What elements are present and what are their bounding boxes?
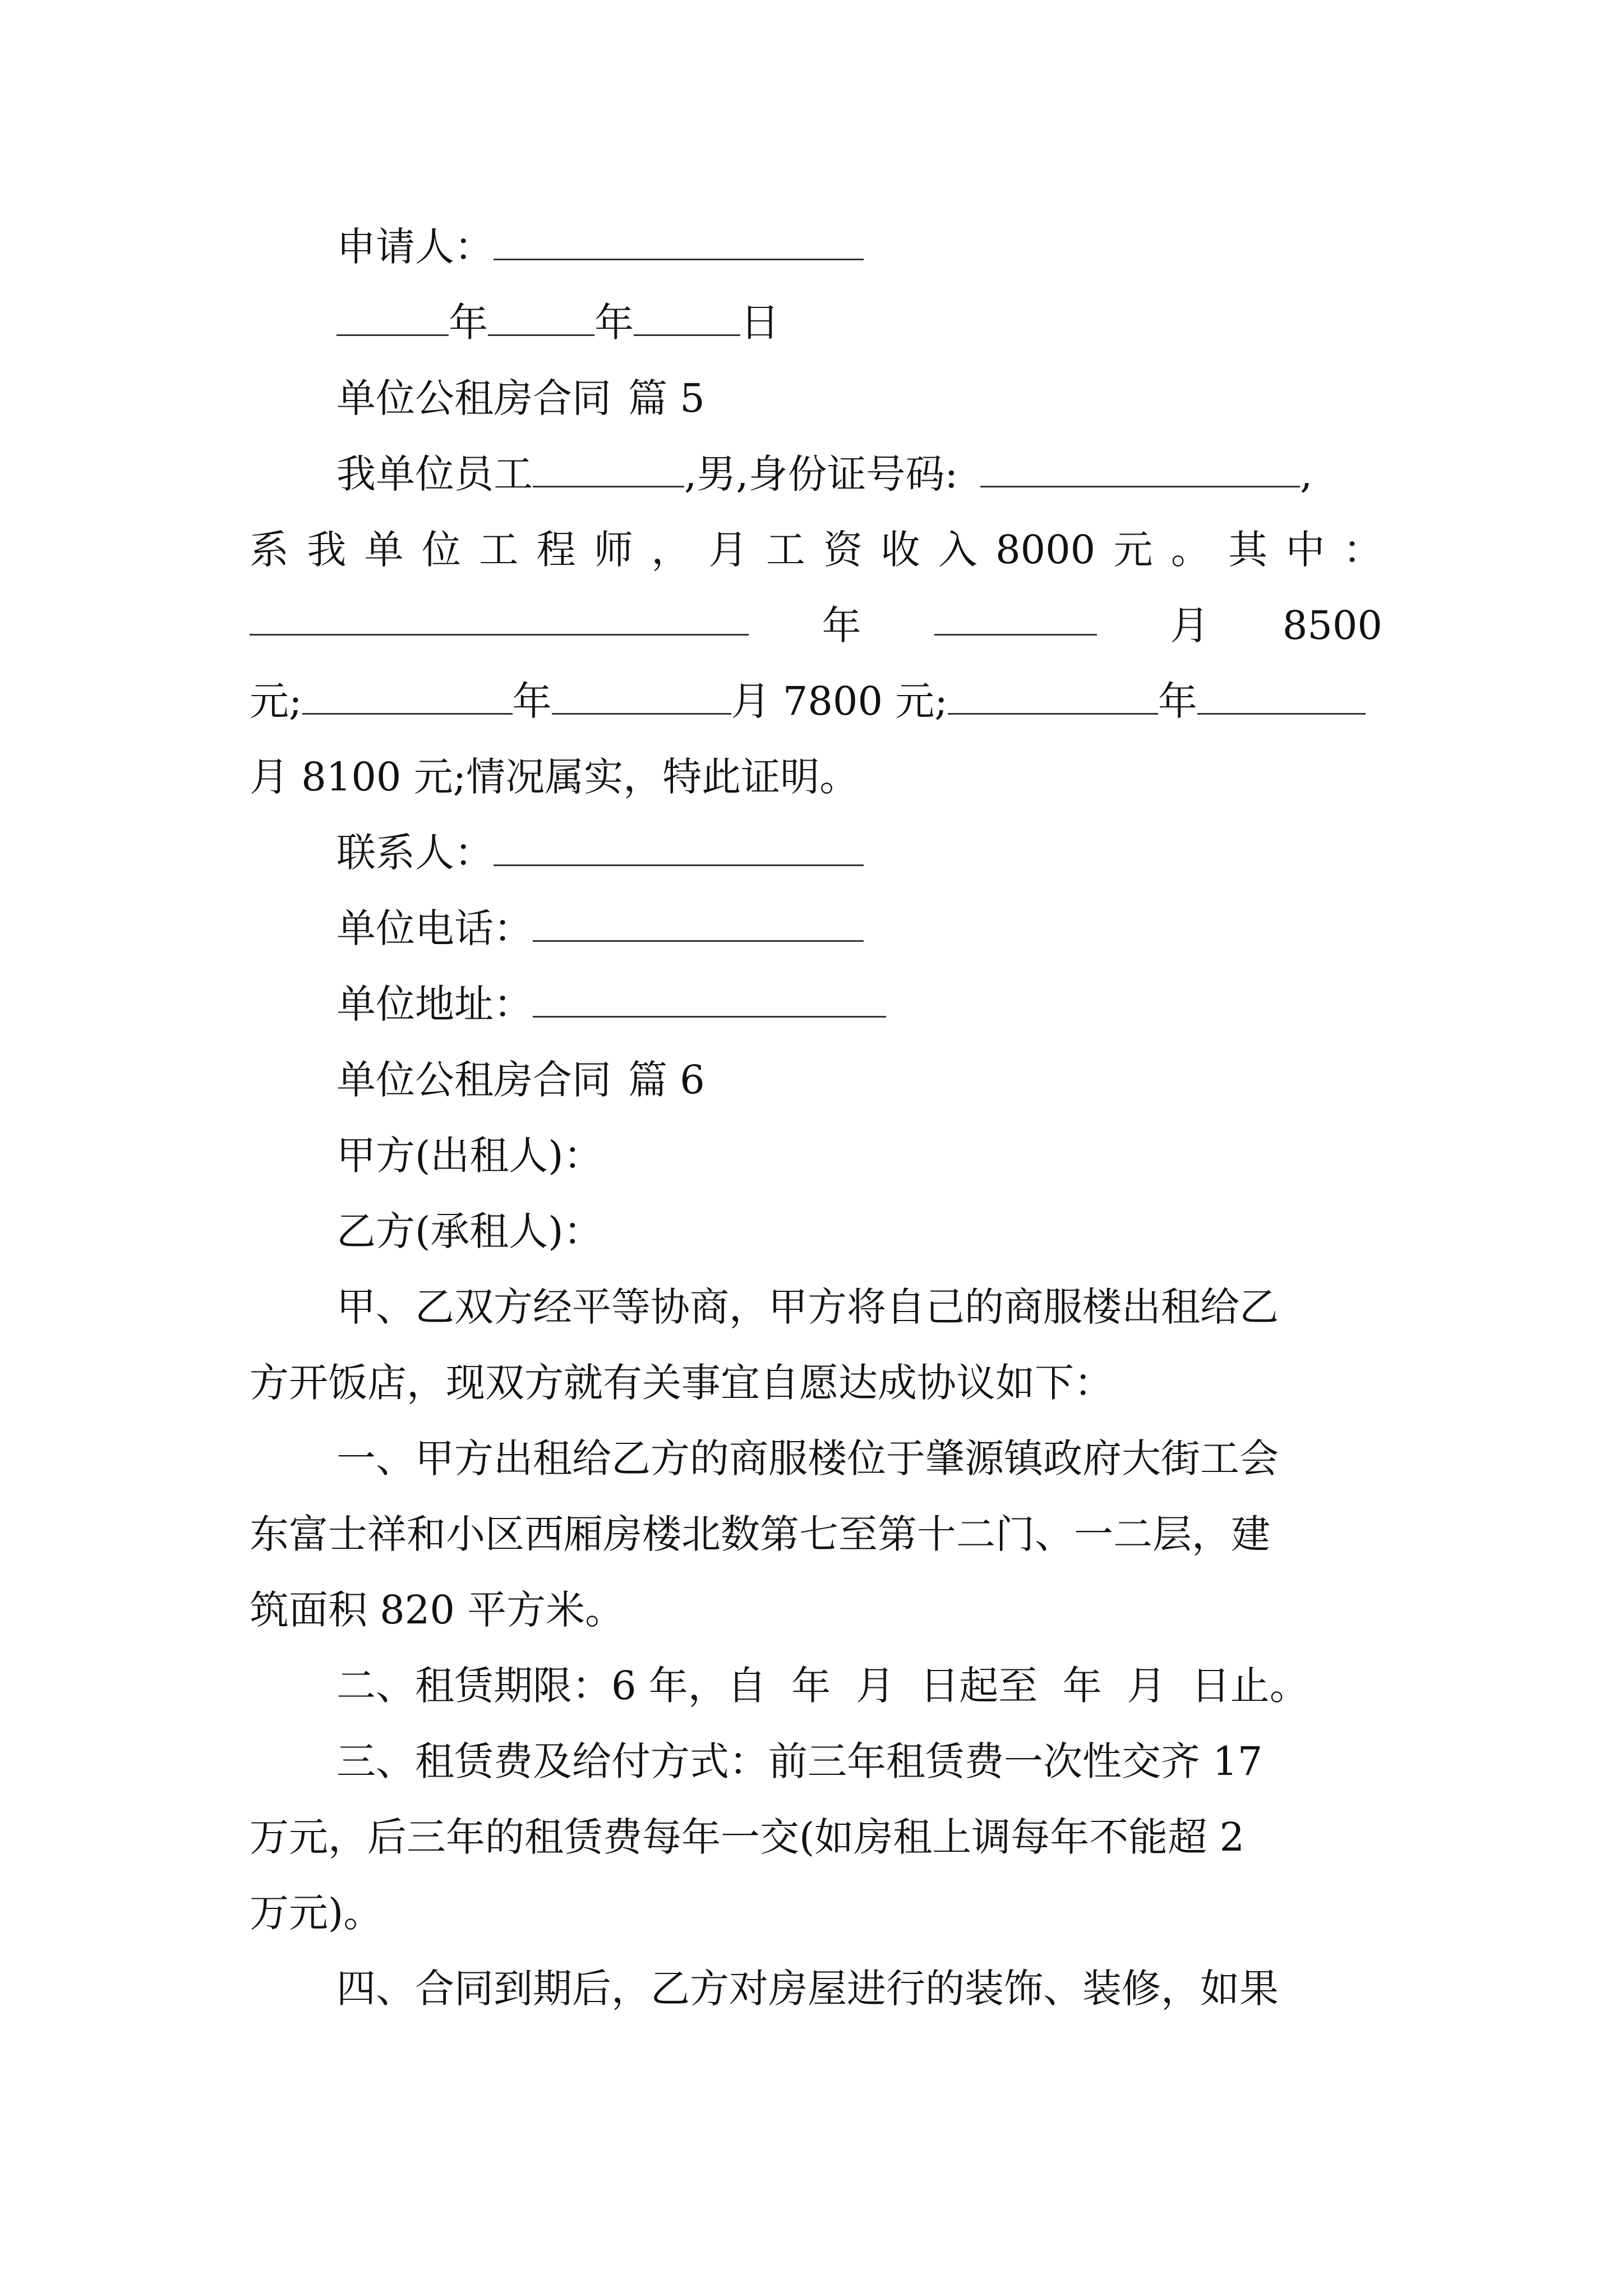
year-label: 年 bbox=[822, 602, 861, 648]
para4-line1: 三、租赁费及给付方式：前三年租赁费一次性交齐 17 bbox=[336, 1738, 1263, 1784]
amount-8500: 8500 bbox=[1282, 602, 1382, 648]
para5-line1: 四、合同到期后，乙方对房屋进行的装饰、装修，如果 bbox=[336, 1966, 1279, 2012]
contact-label: 联系人： bbox=[336, 830, 494, 876]
contact-blank bbox=[494, 831, 864, 866]
char: ， bbox=[651, 527, 691, 573]
para2-line2: 东富士祥和小区西厢房楼北数第七至第十二门、一二层，建 bbox=[250, 1511, 1270, 1557]
char: 其 bbox=[1228, 527, 1268, 573]
cert-line-3 bbox=[250, 600, 1382, 651]
section6-title: 单位公租房合同 bbox=[336, 1057, 611, 1103]
char: 收 bbox=[880, 527, 920, 573]
applicant-label: 申请人： bbox=[336, 224, 494, 270]
char: 单 bbox=[364, 527, 404, 573]
section5-heading bbox=[336, 373, 1382, 424]
para2-line3: 筑面积 820 平方米。 bbox=[250, 1587, 625, 1633]
salary-amount: 8000 bbox=[995, 527, 1096, 573]
year-blank-2 bbox=[488, 301, 594, 336]
party-b: 乙方(承租人)： bbox=[336, 1208, 603, 1254]
phone-line bbox=[336, 903, 1382, 954]
year-label: 年 bbox=[1158, 678, 1197, 724]
year-label-1: 年 bbox=[449, 300, 488, 346]
phone-blank bbox=[533, 907, 864, 942]
month-blank-1 bbox=[934, 600, 1097, 636]
char: ： bbox=[1343, 527, 1382, 573]
cert-line-5 bbox=[250, 752, 1382, 802]
char: 工 bbox=[479, 527, 519, 573]
period-blank-3 bbox=[948, 679, 1158, 715]
char: 入 bbox=[938, 527, 978, 573]
id-number-blank bbox=[980, 452, 1300, 487]
date-line bbox=[336, 297, 1382, 348]
char: 月 bbox=[708, 527, 748, 573]
phone-label: 单位电话： bbox=[336, 905, 533, 951]
para3-line1: 二、租赁期限：6 年，自 年 月 日起至 年 月 日止。 bbox=[336, 1663, 1309, 1709]
year-label: 年 bbox=[512, 678, 552, 724]
cert-line-2 bbox=[250, 524, 1382, 575]
period-blank-1 bbox=[250, 600, 749, 636]
year-label-2: 年 bbox=[594, 300, 634, 346]
section5-number: 篇 5 bbox=[628, 375, 705, 421]
day-blank bbox=[634, 301, 740, 336]
cert-line-1 bbox=[336, 449, 1382, 499]
address-line bbox=[336, 979, 1382, 1029]
employee-name-blank bbox=[533, 452, 684, 487]
char: 位 bbox=[421, 527, 461, 573]
para2-line1: 一、甲方出租给乙方的商服楼位于肇源镇政府大街工会 bbox=[336, 1435, 1279, 1481]
section5-title: 单位公租房合同 bbox=[336, 375, 611, 421]
month-label: 月 bbox=[1170, 602, 1210, 648]
applicant-blank bbox=[494, 225, 864, 260]
month-blank-2 bbox=[552, 679, 731, 715]
year-blank-1 bbox=[336, 301, 449, 336]
contact-line bbox=[336, 827, 1382, 878]
cert-text-4a: 元; bbox=[250, 678, 302, 724]
cert-text-4b: 月 7800 元; bbox=[731, 678, 948, 724]
period-blank-2 bbox=[302, 679, 513, 715]
section6-heading bbox=[336, 1055, 1382, 1105]
char: 系 bbox=[250, 527, 289, 573]
day-label: 日 bbox=[740, 300, 780, 346]
cert-text-1b: ,男,身份证号码: bbox=[684, 451, 958, 497]
char: 资 bbox=[823, 527, 863, 573]
applicant-line bbox=[336, 222, 1382, 272]
party-a: 甲方(出租人)： bbox=[336, 1133, 603, 1179]
para4-line2: 万元，后三年的租赁费每年一交(如房租上调每年不能超 2 bbox=[250, 1814, 1245, 1860]
address-label: 单位地址： bbox=[336, 981, 533, 1027]
cert-text-1c: , bbox=[1300, 451, 1313, 497]
char: 师 bbox=[593, 527, 633, 573]
char: 中 bbox=[1285, 527, 1325, 573]
cert-text-5: 月 8100 元;情况属实，特此证明。 bbox=[250, 754, 859, 800]
char: 工 bbox=[766, 527, 805, 573]
char: 程 bbox=[536, 527, 576, 573]
char: 。 bbox=[1170, 527, 1210, 573]
para1-line2: 方开饭店，现双方就有关事宜自愿达成协议如下： bbox=[250, 1360, 1113, 1406]
para1-line1: 甲、乙双方经平等协商，甲方将自己的商服楼出租给乙 bbox=[336, 1284, 1279, 1330]
section6-number: 篇 6 bbox=[628, 1057, 705, 1103]
para4-line3: 万元)。 bbox=[250, 1890, 383, 1936]
char: 我 bbox=[307, 527, 347, 573]
char: 元 bbox=[1113, 527, 1153, 573]
month-blank-3 bbox=[1197, 679, 1366, 715]
cert-text-1a: 我单位员工 bbox=[336, 451, 533, 497]
address-blank bbox=[533, 982, 886, 1018]
cert-line-4 bbox=[250, 676, 1382, 726]
